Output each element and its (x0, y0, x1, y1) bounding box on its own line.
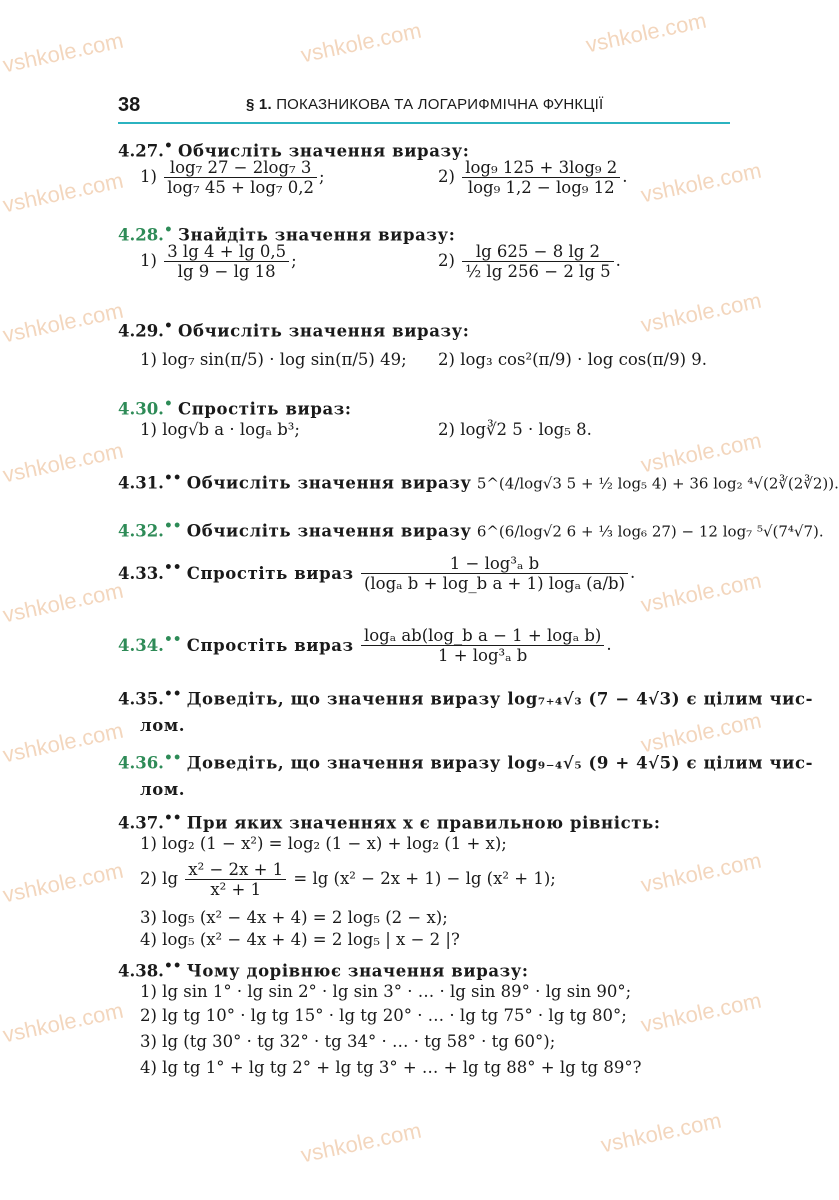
watermark: vshkole.com (0, 27, 126, 78)
chapter-title-text: ПОКАЗНИКОВА ТА ЛОГАРИФМІЧНА ФУНКЦІЇ (276, 96, 604, 113)
problem-4-30-part-2: 2) log∛2 5 · log₅ 8. (438, 420, 592, 439)
problem-4-35: 4.35.•• Доведіть, що значення виразу log₇₊₄√₃ (7 − 4√3) є цілим чис- (118, 686, 814, 709)
watermark: vshkole.com (0, 717, 126, 768)
problem-4-29: 4.29.• Обчисліть значення виразу: (118, 318, 470, 341)
watermark: vshkole.com (0, 997, 126, 1048)
problem-4-32: 4.32.•• Обчисліть значення виразу 6^(6/log√2 6 + ⅓ log₆ 27) − 12 log₇ ⁵√(7⁴√7). (118, 518, 824, 541)
watermark: vshkole.com (638, 987, 764, 1038)
watermark: vshkole.com (0, 297, 126, 348)
watermark: vshkole.com (638, 287, 764, 338)
problem-4-27-part-1: 1) $\frac{\text{log₇ 27 − 2log₇ 3}}{\text{log₇ 45 + log₇ 0,2}}$ ; (140, 158, 325, 197)
problem-4-30-part-1: 1) log√b a · logₐ b³; (140, 420, 300, 439)
watermark: vshkole.com (0, 577, 126, 628)
problem-4-38: 4.38.•• Чому дорівнює значення виразу: (118, 958, 529, 981)
problem-4-29-part-1: 1) log₇ sin(π/5) · log sin(π/5) 49; (140, 350, 407, 369)
problem-4-38-item-3: 3) lg (tg 30° · tg 32° · tg 34° · … · tg 58° · tg 60°); (140, 1032, 556, 1051)
problem-4-38-item-4: 4) lg tg 1° + lg tg 2° + lg tg 3° + … + lg tg 88° + lg tg 89°? (140, 1058, 642, 1077)
watermark: vshkole.com (298, 17, 424, 68)
problem-4-36: 4.36.•• Доведіть, що значення виразу log₉₋₄√₅ (9 + 4√5) є цілим чис- (118, 750, 814, 773)
page-header (118, 94, 730, 124)
problem-4-28: 4.28.• Знайдіть значення виразу: (118, 222, 456, 245)
problem-4-28-part-1: 1) $\frac{3 \lg 4 + \lg 0,5}{\lg 9 - \lg 18}$ ; (140, 242, 297, 281)
chapter-title (246, 96, 603, 113)
watermark: vshkole.com (583, 7, 709, 58)
problem-4-33: 4.33.•• Спростіть вираз $\frac{\text{1 − log³ₐ b}}{\text{(logₐ b + log\_b a + 1) logₐ (a/b)}}$ . (118, 554, 636, 593)
problem-4-37-item-1: 1) log₂ (1 − x²) = log₂ (1 − x) + log₂ (1 + x); (140, 834, 507, 853)
problem-4-30: 4.30.• Спростіть вираз: (118, 396, 352, 419)
problem-4-37-item-2: 2) lg $\frac{\text{x² − 2x + 1}}{\text{x² + 1}}$ = lg (x² − 2x + 1) − lg (x² + 1); (140, 860, 556, 899)
problem-4-37: 4.37.•• При яких значеннях x є правильною рівність: (118, 810, 661, 833)
watermark: vshkole.com (638, 157, 764, 208)
problem-4-29-part-2: 2) log₃ cos²(π/9) · log cos(π/9) 9. (438, 350, 708, 369)
problem-4-37-item-3: 3) log₅ (x² − 4x + 4) = 2 log₅ (2 − x); (140, 908, 448, 927)
problem-4-38-item-2: 2) lg tg 10° · lg tg 15° · lg tg 20° · … · lg tg 75° · lg tg 80°; (140, 1006, 627, 1025)
watermark: vshkole.com (0, 437, 126, 488)
problem-4-34: 4.34.•• Спростіть вираз $\frac{\text{logₐ ab(log\_b a − 1 + logₐ b)}}{\text{1 + log³ₐ b}}$ . (118, 626, 612, 665)
problem-4-27-part-2: 2) $\frac{\text{log₉ 125 + 3log₉ 2}}{\text{log₉ 1,2 − log₉ 12}}$ . (438, 158, 628, 197)
watermark: vshkole.com (598, 1107, 724, 1158)
watermark: vshkole.com (298, 1117, 424, 1168)
page-number: 38 (118, 94, 141, 116)
section-mark: § 1. (246, 96, 272, 113)
watermark: vshkole.com (0, 167, 126, 218)
problem-4-38-item-1: 1) lg sin 1° · lg sin 2° · lg sin 3° · … · lg sin 89° · lg sin 90°; (140, 982, 632, 1001)
problem-4-37-item-4: 4) log₅ (x² − 4x + 4) = 2 log₅ | x − 2 |? (140, 930, 460, 949)
watermark: vshkole.com (638, 847, 764, 898)
problem-4-36-continuation: лом. (140, 780, 186, 799)
problem-4-27: 4.27.• Обчисліть значення виразу: (118, 138, 470, 161)
watermark: vshkole.com (638, 427, 764, 478)
problem-4-31: 4.31.•• Обчисліть значення виразу 5^(4/log√3 5 + ½ log₅ 4) + 36 log₂ ⁴√(2∛(2∛2)). (118, 470, 839, 493)
problem-4-35-continuation: лом. (140, 716, 186, 735)
problem-4-28-part-2: 2) $\frac{\lg 625 - 8 \lg 2}{\text{½ lg 256 − 2 lg 5}}$ . (438, 242, 621, 281)
watermark: vshkole.com (638, 707, 764, 758)
watermark: vshkole.com (638, 567, 764, 618)
watermark: vshkole.com (0, 857, 126, 908)
